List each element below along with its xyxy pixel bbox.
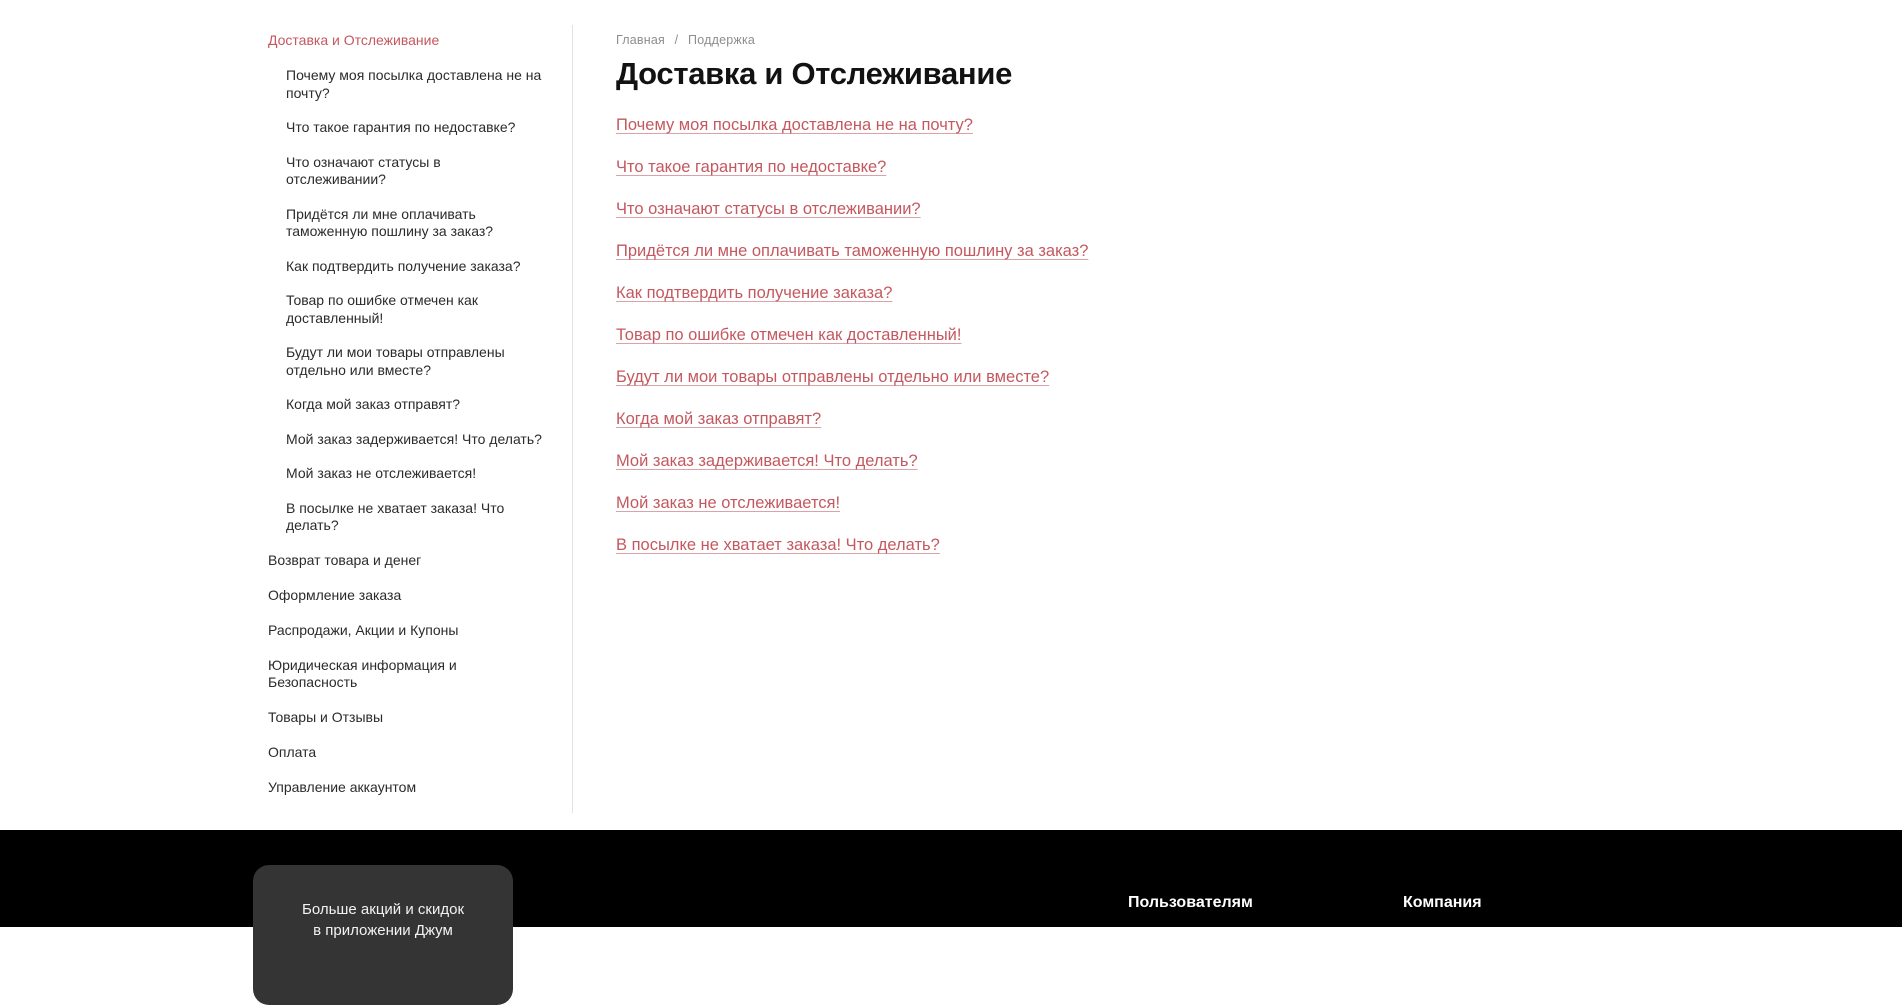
sidebar-question[interactable]: Мой заказ задерживается! Что делать? bbox=[286, 430, 542, 447]
breadcrumb bbox=[616, 33, 1376, 47]
sidebar-question[interactable]: Будут ли мои товары отправлены отдельно или вместе? bbox=[286, 344, 505, 378]
faq-main-content bbox=[616, 33, 1376, 577]
sidebar-category-payment[interactable]: Оплата bbox=[268, 743, 317, 760]
faq-link[interactable]: Будут ли мои товары отправлены отдельно или вместе? bbox=[616, 368, 1050, 386]
breadcrumb-support-link[interactable]: Поддержка bbox=[688, 33, 756, 47]
page-title: Доставка и Отслеживание bbox=[616, 56, 1013, 91]
faq-link[interactable]: В посылке не хватает заказа! Что делать? bbox=[616, 536, 940, 554]
faq-link[interactable]: Мой заказ не отслеживается! bbox=[616, 494, 841, 512]
sidebar-question[interactable]: Что такое гарантия по недоставке? bbox=[286, 119, 516, 135]
faq-link[interactable]: Придётся ли мне оплачивать таможенную пошлину за заказ? bbox=[616, 242, 1089, 260]
footer-column-company-title: Компания bbox=[1403, 894, 1482, 911]
faq-link[interactable]: Мой заказ задерживается! Что делать? bbox=[616, 452, 918, 470]
sidebar-category-sales-coupons[interactable]: Распродажи, Акции и Купоны bbox=[268, 621, 459, 638]
sidebar-category-legal-security[interactable]: Юридическая информация и Безопасность bbox=[268, 656, 457, 690]
footer-column-users-title: Пользователям bbox=[1128, 894, 1253, 911]
sidebar-question[interactable]: Придётся ли мне оплачивать таможенную пошлину за заказ? bbox=[286, 205, 494, 239]
app-promo-text-line2: в приложении Джум bbox=[313, 922, 453, 939]
sidebar-question[interactable]: Почему моя посылка доставлена не на почту? bbox=[286, 67, 542, 101]
sidebar-question-list bbox=[268, 67, 544, 535]
faq-link[interactable]: Как подтвердить получение заказа? bbox=[616, 284, 893, 302]
sidebar-question[interactable]: В посылке не хватает заказа! Что делать? bbox=[286, 499, 505, 533]
faq-link[interactable]: Товар по ошибке отмечен как доставленный! bbox=[616, 326, 962, 344]
app-promo-text-line1: Больше акций и скидок bbox=[301, 901, 465, 918]
sidebar-content-divider bbox=[572, 25, 573, 813]
sidebar-category-products-reviews[interactable]: Товары и Отзывы bbox=[268, 708, 384, 725]
sidebar-question[interactable]: Как подтвердить получение заказа? bbox=[286, 257, 521, 274]
breadcrumb-home-link[interactable]: Главная bbox=[616, 33, 665, 47]
faq-link[interactable]: Почему моя посылка доставлена не на почту? bbox=[616, 116, 973, 134]
faq-link[interactable]: Что такое гарантия по недоставке? bbox=[616, 158, 887, 176]
faq-link-list bbox=[616, 115, 1376, 556]
faq-link[interactable]: Когда мой заказ отправят? bbox=[616, 410, 822, 428]
sidebar-question[interactable]: Товар по ошибке отмечен как доставленный! bbox=[286, 292, 478, 326]
app-promo-card[interactable] bbox=[253, 865, 513, 1005]
sidebar-question[interactable]: Мой заказ не отслеживается! bbox=[286, 465, 477, 481]
support-category-sidebar bbox=[268, 32, 544, 814]
sidebar-question[interactable]: Когда мой заказ отправят? bbox=[286, 396, 461, 412]
sidebar-question[interactable]: Что означают статусы в отслеживании? bbox=[286, 153, 441, 187]
site-footer bbox=[0, 830, 1902, 939]
sidebar-category-account[interactable]: Управление аккаунтом bbox=[268, 778, 417, 795]
sidebar-category-ordering[interactable]: Оформление заказа bbox=[268, 586, 402, 603]
sidebar-category-returns[interactable]: Возврат товара и денег bbox=[268, 551, 422, 568]
faq-link[interactable]: Что означают статусы в отслеживании? bbox=[616, 200, 921, 218]
sidebar-category-delivery-tracking[interactable]: Доставка и Отслеживание bbox=[268, 32, 440, 48]
breadcrumb-separator: / bbox=[674, 33, 679, 47]
